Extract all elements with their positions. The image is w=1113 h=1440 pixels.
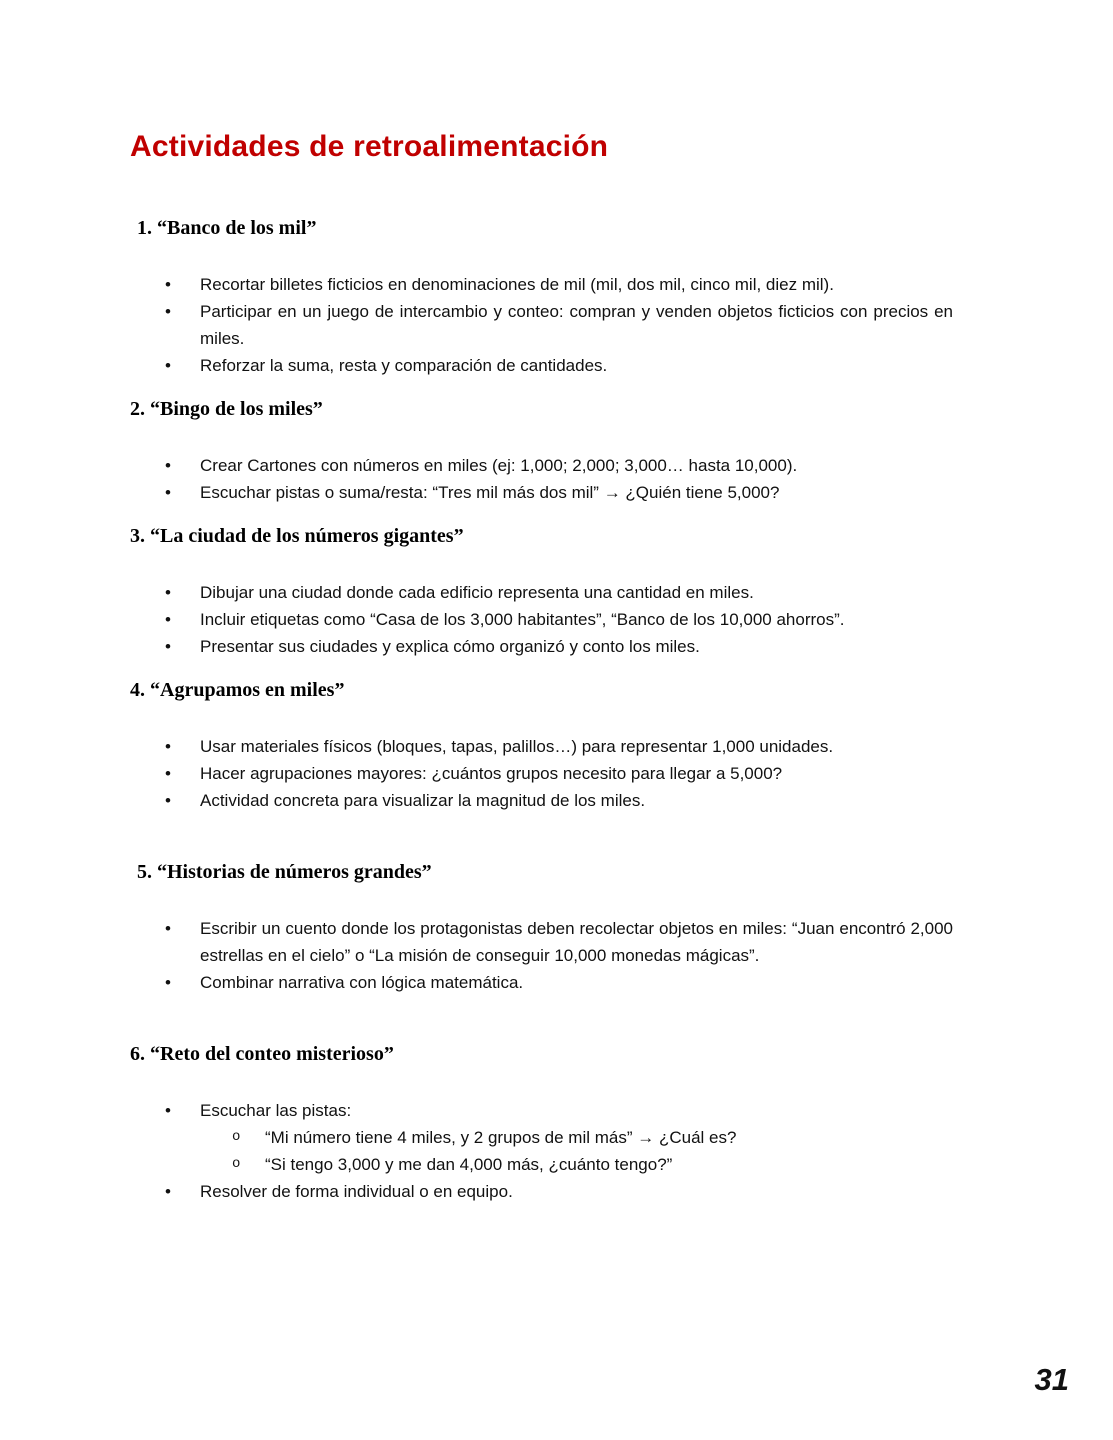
bullet-item: • Escuchar pistas o suma/resta: “Tres mil más dos mil” → ¿Quién tiene 5,000? — [163, 479, 953, 506]
sub-bullet-list — [200, 1124, 953, 1178]
activity-section-4 — [130, 678, 990, 814]
bullet-item: • Combinar narrativa con lógica matemática. — [163, 969, 953, 996]
bullet-item: • Resolver de forma individual o en equipo. — [163, 1178, 953, 1205]
bullet-list — [163, 271, 953, 379]
bullet-list — [163, 1097, 953, 1205]
bullet-list — [163, 579, 953, 660]
activity-section-2 — [130, 397, 990, 506]
bullet-item: • Incluir etiquetas como “Casa de los 3,000 habitantes”, “Banco de los 10,000 ahorros”. — [163, 606, 953, 633]
activity-heading: 3. “La ciudad de los números gigantes” — [130, 525, 464, 547]
activity-heading: 1. “Banco de los mil” — [137, 217, 317, 239]
bullet-item: • Escribir un cuento donde los protagonistas deben recolectar objetos en miles: “Juan encontró 2,000 estrellas en el cielo” o “La misión de conseguir 10,000 monedas mágicas”. — [163, 915, 953, 969]
bullet-item: • Hacer agrupaciones mayores: ¿cuántos grupos necesito para llegar a 5,000? — [163, 760, 953, 787]
activity-heading: 5. “Historias de números grandes” — [137, 861, 432, 883]
activity-section-3 — [130, 524, 990, 660]
activity-section-6 — [130, 1042, 990, 1205]
bullet-item: • Participar en un juego de intercambio y conteo: compran y venden objetos ficticios con precios en miles. — [163, 298, 953, 352]
bullet-item: • Dibujar una ciudad donde cada edificio representa una cantidad en miles. — [163, 579, 953, 606]
bullet-item — [163, 1097, 953, 1178]
activity-heading: 2. “Bingo de los miles” — [130, 398, 323, 420]
page-number: 31 — [1034, 1362, 1069, 1397]
activity-section-5 — [130, 860, 990, 996]
document-content — [130, 128, 990, 1205]
bullet-list — [163, 915, 953, 996]
bullet-item: • Recortar billetes ficticios en denominaciones de mil (mil, dos mil, cinco mil, diez mil). — [163, 271, 953, 298]
activity-heading: 6. “Reto del conteo misterioso” — [130, 1043, 394, 1065]
bullet-item: • Crear Cartones con números en miles (ej: 1,000; 2,000; 3,000… hasta 10,000). — [163, 452, 953, 479]
bullet-item: • Reforzar la suma, resta y comparación de cantidades. — [163, 352, 953, 379]
bullet-list — [163, 733, 953, 814]
bullet-item: • Usar materiales físicos (bloques, tapas, palillos…) para representar 1,000 unidades. — [163, 733, 953, 760]
activity-heading: 4. “Agrupamos en miles” — [130, 679, 345, 701]
activity-section-1 — [130, 216, 990, 379]
bullet-list — [163, 452, 953, 506]
sub-bullet-item: o “Mi número tiene 4 miles, y 2 grupos de mil más” → ¿Cuál es? — [265, 1124, 953, 1151]
bullet-item: • Presentar sus ciudades y explica cómo organizó y conto los miles. — [163, 633, 953, 660]
bullet-text: Escuchar las pistas: — [200, 1101, 352, 1120]
page-title: Actividades de retroalimentación — [130, 130, 609, 163]
sub-bullet-item: o “Si tengo 3,000 y me dan 4,000 más, ¿cuánto tengo?” — [265, 1151, 953, 1178]
bullet-item: • Actividad concreta para visualizar la magnitud de los miles. — [163, 787, 953, 814]
